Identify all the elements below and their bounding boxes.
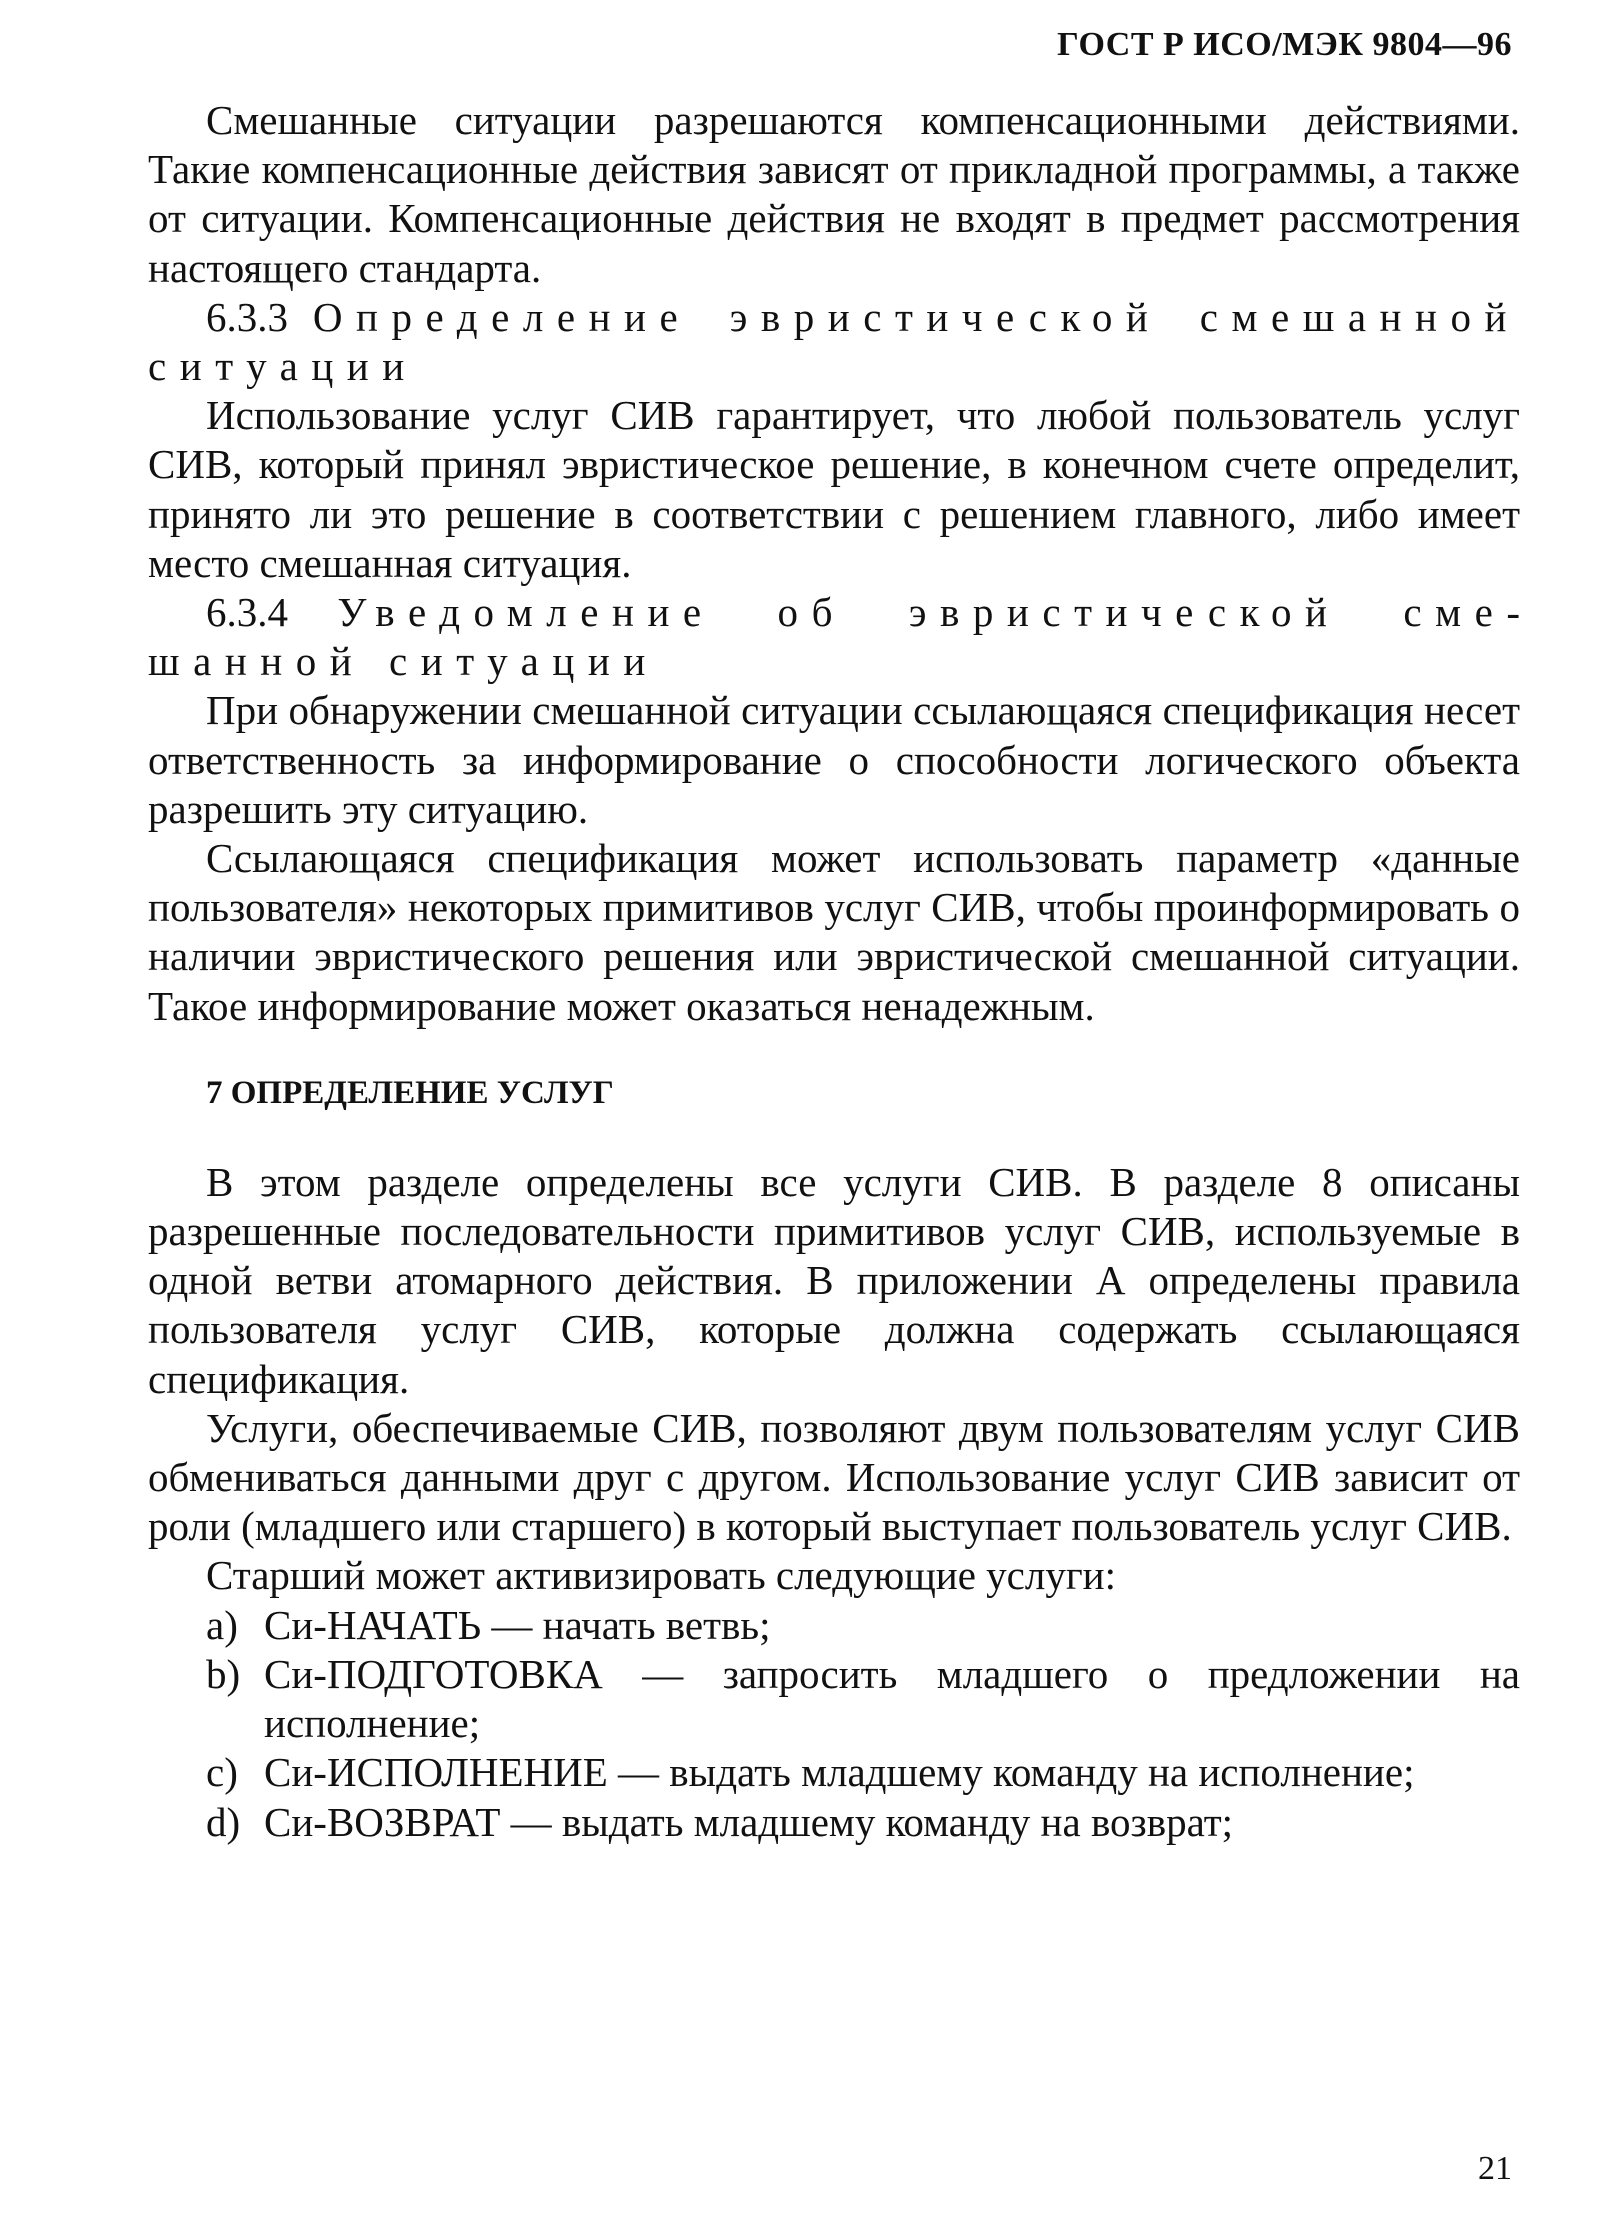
list-item bbox=[148, 1798, 1520, 1847]
paragraph-services-roles: Услуги, обеспечиваемые СИВ, позволяют двум пользователям услуг СИВ обмениваться данными друг с другом. Использование услуг СИВ зависит от роли (младшего или старшего) в который выступает пользователь услуг СИВ. bbox=[148, 1404, 1520, 1550]
list-marker: а) bbox=[206, 1601, 238, 1648]
subsection-6-3-4-heading bbox=[148, 588, 1520, 686]
subsection-6-3-3-heading bbox=[148, 293, 1520, 391]
document-body bbox=[148, 96, 1520, 1847]
paragraph-user-data: Ссылающаяся спецификация может использовать параметр «данные пользователя» некоторых примитивов услуг СИВ, чтобы проинформировать о наличии эвристического решения или эвристической смешанной ситуации. Такое информирование может оказаться ненадежным. bbox=[148, 835, 1520, 1029]
list-item bbox=[148, 1601, 1520, 1650]
list-marker: b) bbox=[206, 1650, 241, 1697]
paragraph-superior-services: Старший может активизировать следующие услуги: bbox=[206, 1552, 1116, 1599]
subsection-title: Уведомление об эвристической смешанной ситуации bbox=[148, 589, 1521, 685]
subsection-number: 6.3.3 bbox=[206, 293, 288, 340]
list-item bbox=[148, 1650, 1520, 1748]
page-number: 21 bbox=[1478, 2150, 1512, 2187]
section-7-heading: 7 ОПРЕДЕЛЕНИЕ УСЛУГ bbox=[206, 1074, 614, 1111]
list-item-text: Си-ВОЗВРАТ — выдать младшему команду на возврат; bbox=[264, 1798, 1234, 1845]
paragraph-heuristic-decision: Использование услуг СИВ гарантирует, что любой пользователь услуг СИВ, который принял эвристическое решение, в конечном счете определит, принято ли это решение в соответствии с решением главного, либо имеет место смешанная ситуация. bbox=[148, 392, 1520, 586]
list-item-text: Си-ПОДГОТОВКА — запросить младшего о предложении на исполнение; bbox=[264, 1650, 1520, 1747]
list-item bbox=[148, 1748, 1520, 1797]
paragraph-section-overview: В этом разделе определены все услуги СИВ. В разделе 8 описаны разрешенные последовательности примитивов услуг СИВ, используемые в одной ветви атомарного действия. В приложении А определены правила пользователя услуг СИВ, которые должна содержать ссылающаяся спецификация. bbox=[148, 1158, 1520, 1402]
paragraph-compensation: Смешанные ситуации разрешаются компенсационными действиями. Такие компенсационные действия зависят от прикладной программы, а также от ситуации. Компенсационные действия не входят в предмет рассмотрения настоящего стандарта. bbox=[148, 97, 1520, 291]
services-list bbox=[148, 1601, 1520, 1847]
list-item-text: Си-ИСПОЛНЕНИЕ — выдать младшему команду на исполнение; bbox=[264, 1749, 1415, 1796]
standard-header: ГОСТ Р ИСО/МЭК 9804—96 bbox=[1057, 26, 1512, 63]
paragraph-detection: При обнаружении смешанной ситуации ссылающаяся спецификация несет ответственность за информирование о способности логического объекта разрешить эту ситуацию. bbox=[148, 687, 1520, 832]
subsection-title: Определение эвристической смешанной ситуации bbox=[148, 293, 1521, 390]
list-marker: с) bbox=[206, 1749, 238, 1796]
list-item-text: Си-НАЧАТЬ — начать ветвь; bbox=[264, 1601, 771, 1648]
subsection-number: 6.3.4 bbox=[206, 589, 288, 636]
list-marker: d) bbox=[206, 1798, 241, 1845]
